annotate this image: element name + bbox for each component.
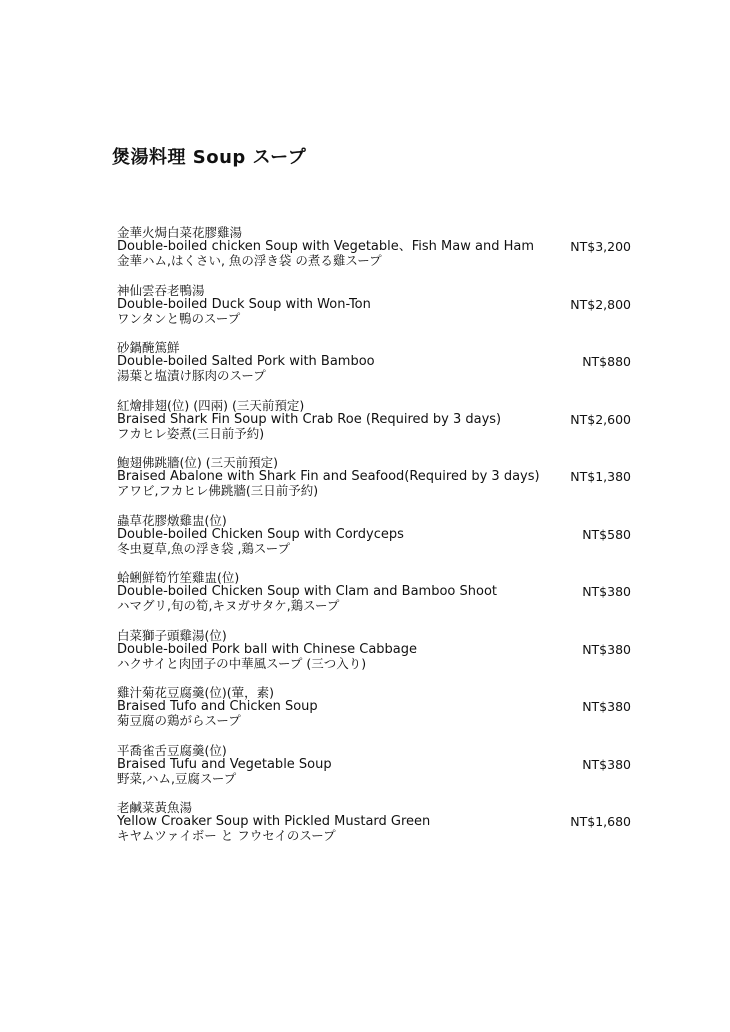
item-price: NT$380: [582, 641, 631, 657]
item-chinese-name: 平喬雀舌豆腐羹(位): [117, 742, 227, 758]
item-japanese-name: キヤムツァイボー と フウセイのスープ: [117, 828, 336, 843]
item-english-name: Braised Tufo and Chicken Soup: [117, 699, 318, 714]
item-japanese-name: 冬虫夏草,魚の浮き袋 ,鶏スープ: [117, 540, 291, 556]
item-price: NT$380: [582, 699, 631, 714]
item-price: NT$3,200: [570, 239, 631, 254]
item-chinese-name: 紅燴排翅(位) (四兩) (三天前預定): [117, 397, 305, 413]
page-title: 煲湯料理 Soup スープ: [112, 147, 307, 168]
item-japanese-name: ハクサイと肉団子の中華風スープ (三つ入り): [117, 655, 367, 671]
item-english-name: Yellow Croaker Soup with Pickled Mustard Green: [117, 814, 431, 829]
item-price: NT$2,800: [570, 296, 631, 312]
item-chinese-name: 神仙雲吞老鴨湯: [117, 282, 205, 298]
menu-item: [117, 629, 631, 687]
item-chinese-name: 老鹹菜黃魚湯: [117, 800, 193, 815]
item-japanese-name: 菊豆腐の鶏がらスープ: [117, 713, 241, 728]
item-english-name: Braised Shark Fin Soup with Crab Roe (Required by 3 days): [117, 411, 502, 427]
item-chinese-name: 雞汁菊花豆腐羹(位)(葷，素): [117, 685, 275, 700]
menu-item: [117, 226, 631, 284]
item-english-name: Double-boiled Salted Pork with Bamboo: [117, 354, 375, 369]
item-english-name: Braised Tufu and Vegetable Soup: [117, 756, 332, 772]
item-chinese-name: 金華火焗白菜花膠雞湯: [117, 225, 243, 240]
menu-item: [117, 456, 631, 514]
menu-item: [117, 801, 631, 859]
item-price: NT$580: [582, 526, 631, 542]
menu-item: [117, 399, 631, 457]
item-price: NT$1,680: [570, 814, 631, 829]
item-price: NT$2,600: [570, 411, 631, 427]
item-english-name: Braised Abalone with Shark Fin and Seafood(Required by 3 days): [117, 469, 540, 484]
menu-item: [117, 341, 631, 399]
item-price: NT$1,380: [570, 469, 631, 484]
item-chinese-name: 砂鍋醃篤鮮: [117, 340, 180, 355]
soup-menu-list: [117, 226, 631, 859]
item-price: NT$880: [582, 354, 631, 369]
item-english-name: Double-boiled Duck Soup with Won-Ton: [117, 296, 371, 312]
item-price: NT$380: [582, 756, 631, 772]
item-english-name: Double-boiled Pork ball with Chinese Cabbage: [117, 641, 418, 657]
item-japanese-name: ワンタンと鴨のスープ: [117, 310, 241, 326]
item-english-name: Double-boiled Chicken Soup with Clam and Bamboo Shoot: [117, 584, 497, 599]
item-english-name: Double-boiled chicken Soup with Vegetable、Fish Maw and Ham: [117, 239, 534, 254]
item-japanese-name: 金華ハム,はくさい, 魚の浮き袋 の煮る雞スープ: [117, 253, 382, 268]
menu-item: [117, 284, 631, 342]
item-price: NT$380: [582, 584, 631, 599]
item-japanese-name: フカヒレ姿煮(三日前予約): [117, 425, 265, 441]
item-japanese-name: ハマグリ,旬の筍,キヌガサタケ,鶏スープ: [117, 598, 340, 613]
item-japanese-name: 野菜,ハム,豆腐スープ: [117, 770, 237, 786]
item-chinese-name: 白菜獅子頭雞湯(位): [117, 627, 227, 643]
item-chinese-name: 蛤蜊鮮筍竹笙雞盅(位): [117, 570, 240, 585]
item-english-name: Double-boiled Chicken Soup with Cordyceps: [117, 526, 404, 542]
item-japanese-name: アワビ,フカヒレ佛跳牆(三日前予約): [117, 483, 319, 498]
item-japanese-name: 湯葉と塩漬け豚肉のスープ: [117, 368, 266, 383]
menu-item: [117, 744, 631, 802]
item-chinese-name: 鮑翅佛跳牆(位) (三天前預定): [117, 455, 278, 470]
menu-item: [117, 571, 631, 629]
menu-item: [117, 514, 631, 572]
item-chinese-name: 蟲草花膠燉雞盅(位): [117, 512, 227, 528]
menu-item: [117, 686, 631, 744]
